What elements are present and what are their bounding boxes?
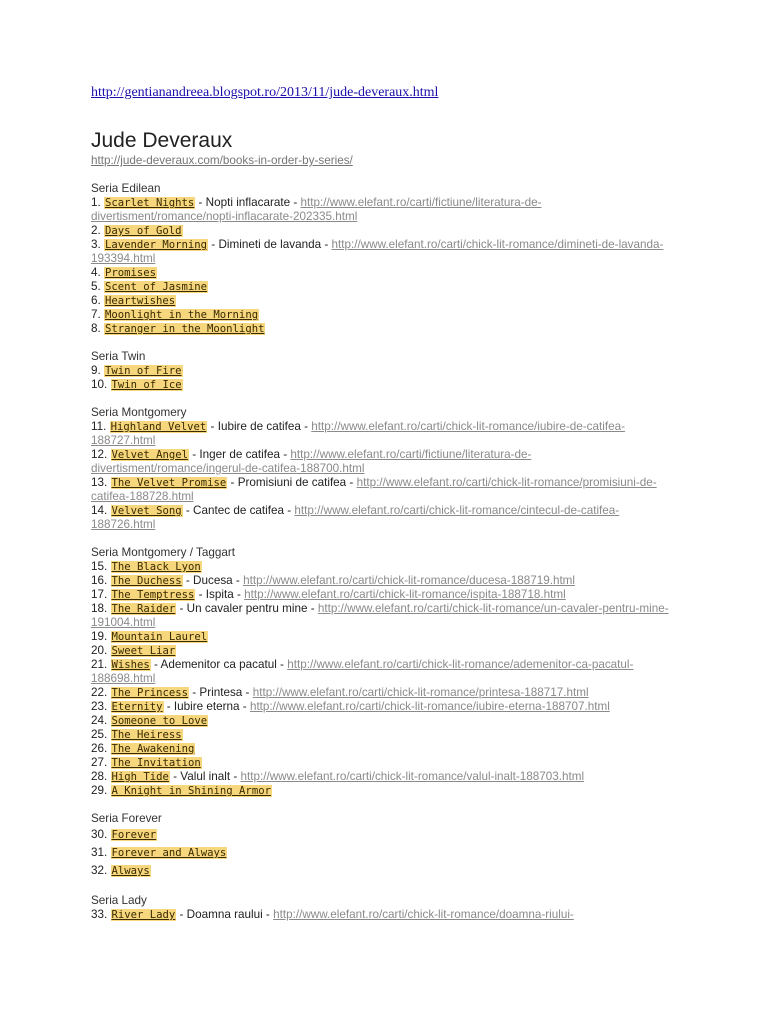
book-list-item (91, 770, 681, 784)
book-title-link[interactable]: Days of Gold (105, 225, 182, 237)
book-title-link[interactable]: Moonlight in the Morning (105, 309, 259, 321)
book-number: 5. (91, 280, 104, 293)
book-title-link[interactable]: The Heiress (111, 729, 182, 741)
book-number: 32. (91, 864, 111, 877)
bookstore-url-link[interactable]: http://www.elefant.ro/carti/chick-lit-romance/ademenitor-ca-pacatul-188698.html (91, 658, 634, 685)
book-list-item (91, 756, 681, 770)
book-number: 15. (91, 560, 111, 573)
book-number: 33. (91, 908, 111, 921)
book-list-item (91, 844, 681, 862)
book-number: 9. (91, 364, 104, 377)
bookstore-url-link[interactable]: http://www.elefant.ro/carti/chick-lit-romance/promisiuni-de-catifea-188728.html (91, 476, 657, 503)
blog-source-link[interactable]: http://gentianandreea.blogspot.ro/2013/11/jude-deveraux.html (91, 85, 439, 100)
book-number: 4. (91, 266, 104, 279)
book-list-item (91, 322, 681, 336)
book-list-item (91, 728, 681, 742)
series-block (91, 546, 681, 798)
bookstore-url-link[interactable]: http://www.elefant.ro/carti/chick-lit-romance/printesa-188717.html (252, 686, 589, 699)
book-number: 22. (91, 686, 111, 699)
book-number: 21. (91, 658, 111, 671)
bookstore-url-link[interactable]: http://www.elefant.ro/carti/chick-lit-romance/un-cavaler-pentru-mine-191004.html (91, 602, 669, 629)
book-list-item (91, 714, 681, 728)
book-title-link[interactable]: The Raider (111, 603, 176, 615)
book-title-link[interactable]: River Lady (111, 909, 176, 921)
book-list-item (91, 826, 681, 844)
book-title-link[interactable]: High Tide (111, 771, 169, 783)
book-list-item (91, 686, 681, 700)
book-list-content (91, 128, 681, 936)
book-number: 1. (91, 196, 104, 209)
book-title-link[interactable]: Scent of Jasmine (105, 281, 208, 293)
book-list-item (91, 420, 681, 448)
book-number: 12. (91, 448, 111, 461)
book-number: 8. (91, 322, 104, 335)
romanian-title: - Promisiuni de catifea - (227, 476, 357, 489)
series-block (91, 350, 681, 392)
book-title-link[interactable]: Forever (111, 829, 157, 841)
book-title-link[interactable]: The Invitation (111, 757, 201, 769)
book-number: 6. (91, 294, 104, 307)
book-number: 28. (91, 770, 111, 783)
romanian-title: - Dimineti de lavanda - (208, 238, 332, 251)
book-number: 29. (91, 784, 111, 797)
book-list-item (91, 700, 681, 714)
book-list-item (91, 908, 681, 922)
book-number: 13. (91, 476, 111, 489)
book-list-item (91, 476, 681, 504)
book-number: 26. (91, 742, 111, 755)
book-list-item (91, 602, 681, 630)
book-number: 16. (91, 574, 111, 587)
book-number: 14. (91, 504, 111, 517)
book-title-link[interactable]: The Black Lyon (111, 561, 201, 573)
book-title-link[interactable]: Forever and Always (111, 847, 227, 859)
book-number: 27. (91, 756, 111, 769)
romanian-title: - Un cavaler pentru mine - (176, 602, 318, 615)
romanian-title: - Nopti inflacarate - (195, 196, 301, 209)
book-title-link[interactable]: Lavender Morning (105, 239, 208, 251)
romanian-title: - Iubire de catifea - (207, 420, 312, 433)
book-list-item (91, 630, 681, 644)
book-list-item (91, 266, 681, 280)
book-list-item (91, 448, 681, 476)
book-number: 19. (91, 630, 111, 643)
romanian-title: - Iubire eterna - (163, 700, 250, 713)
series-block (91, 182, 681, 336)
bookstore-url-link[interactable]: http://www.elefant.ro/carti/chick-lit-romance/ispita-188718.html (244, 588, 566, 601)
book-number: 11. (91, 420, 110, 433)
book-number: 17. (91, 588, 111, 601)
book-title-link[interactable]: The Princess (111, 687, 189, 699)
bookstore-url-link[interactable]: http://www.elefant.ro/carti/chick-lit-romance/ducesa-188719.html (243, 574, 576, 587)
book-title-link[interactable]: The Duchess (111, 575, 182, 587)
book-title-link[interactable]: Someone to Love (111, 715, 208, 727)
book-title-link[interactable]: Promises (105, 267, 157, 279)
romanian-title: - Ducesa - (182, 574, 244, 587)
bookstore-url-link[interactable]: http://www.elefant.ro/carti/chick-lit-romance/doamna-riului- (273, 908, 574, 921)
book-list-item (91, 658, 681, 686)
book-title-link[interactable]: Velvet Angel (111, 449, 189, 461)
romanian-title: - Ispita - (195, 588, 245, 601)
series-name: Seria Montgomery (91, 406, 187, 419)
book-number: 30. (91, 828, 111, 841)
book-title-link[interactable]: Always (111, 865, 150, 877)
series-container (91, 182, 681, 922)
book-title-link[interactable]: The Awakening (111, 743, 195, 755)
romanian-title: - Ademenitor ca pacatul - (150, 658, 288, 671)
bookstore-url-link[interactable]: http://www.elefant.ro/carti/chick-lit-romance/iubire-de-catifea-188727.html (91, 420, 625, 447)
series-block (91, 406, 681, 532)
book-title-link[interactable]: Heartwishes (105, 295, 176, 307)
bookstore-url-link[interactable]: http://www.elefant.ro/carti/chick-lit-romance/dimineti-de-lavanda-193394.html (91, 238, 664, 265)
romanian-title: - Cantec de catifea - (182, 504, 295, 517)
book-title-link[interactable]: Mountain Laurel (111, 631, 208, 643)
book-list-item (91, 560, 681, 574)
book-number: 18. (91, 602, 111, 615)
book-number: 20. (91, 644, 111, 657)
book-list-item (91, 862, 681, 880)
series-name: Seria Montgomery / Taggart (91, 546, 235, 559)
book-list-item (91, 504, 681, 532)
author-title: Jude Deveraux (91, 129, 233, 152)
book-title-link[interactable]: Stranger in the Moonlight (105, 323, 265, 335)
bookstore-url-link[interactable]: http://www.elefant.ro/carti/chick-lit-romance/cintecul-de-catifea-188726.html (91, 504, 620, 531)
book-number: 10. (91, 378, 111, 391)
book-title-link[interactable]: The Velvet Promise (111, 477, 227, 489)
book-list-item (91, 196, 681, 224)
book-title-link[interactable]: Twin of Ice (111, 379, 182, 391)
book-list-item (91, 280, 681, 294)
book-list-item (91, 784, 681, 798)
series-block (91, 894, 681, 922)
book-list-item (91, 308, 681, 322)
book-list-item (91, 742, 681, 756)
book-title-link[interactable]: Eternity (111, 701, 163, 713)
book-title-link[interactable]: Highland Velvet (110, 421, 207, 433)
book-title-link[interactable]: Wishes (111, 659, 150, 671)
book-title-link[interactable]: Velvet Song (111, 505, 182, 517)
book-title-link[interactable]: Sweet Liar (111, 645, 176, 657)
book-list-item (91, 238, 681, 266)
book-title-link[interactable]: Scarlet Nights (105, 197, 195, 209)
book-list-item (91, 588, 681, 602)
book-number: 25. (91, 728, 111, 741)
book-list-item (91, 294, 681, 308)
series-name: Seria Forever (91, 812, 162, 825)
book-number: 7. (91, 308, 104, 321)
author-books-link[interactable]: http://jude-deveraux.com/books-in-order-by-series/ (91, 154, 353, 167)
book-list-item (91, 644, 681, 658)
series-block (91, 812, 681, 880)
book-title-link[interactable]: The Temptress (111, 589, 195, 601)
book-list-item (91, 378, 681, 392)
romanian-title: - Doamna raului - (176, 908, 274, 921)
bookstore-url-link[interactable]: http://www.elefant.ro/carti/fictiune/literatura-de-divertisment/romance/nopti-inflacarate-202335.html (91, 196, 542, 223)
bookstore-url-link[interactable]: http://www.elefant.ro/carti/chick-lit-romance/iubire-eterna-188707.html (249, 700, 610, 713)
book-list-item (91, 574, 681, 588)
romanian-title: - Valul inalt - (169, 770, 241, 783)
book-list-item (91, 364, 681, 378)
book-title-link[interactable]: A Knight in Shining Armor (111, 785, 271, 797)
bookstore-url-link[interactable]: http://www.elefant.ro/carti/chick-lit-romance/valul-inalt-188703.html (240, 770, 585, 783)
book-number: 2. (91, 224, 104, 237)
book-number: 24. (91, 714, 111, 727)
book-number: 31. (91, 846, 111, 859)
book-number: 23. (91, 700, 111, 713)
book-title-link[interactable]: Twin of Fire (105, 365, 182, 377)
romanian-title: - Printesa - (189, 686, 253, 699)
series-name: Seria Edilean (91, 182, 161, 195)
bookstore-url-link[interactable]: http://www.elefant.ro/carti/fictiune/literatura-de-divertisment/romance/ingerul-de-catifea-188700.html (91, 448, 532, 475)
series-name: Seria Twin (91, 350, 146, 363)
series-name: Seria Lady (91, 894, 147, 907)
romanian-title: - Inger de catifea - (189, 448, 291, 461)
book-number: 3. (91, 238, 104, 251)
book-list-item (91, 224, 681, 238)
